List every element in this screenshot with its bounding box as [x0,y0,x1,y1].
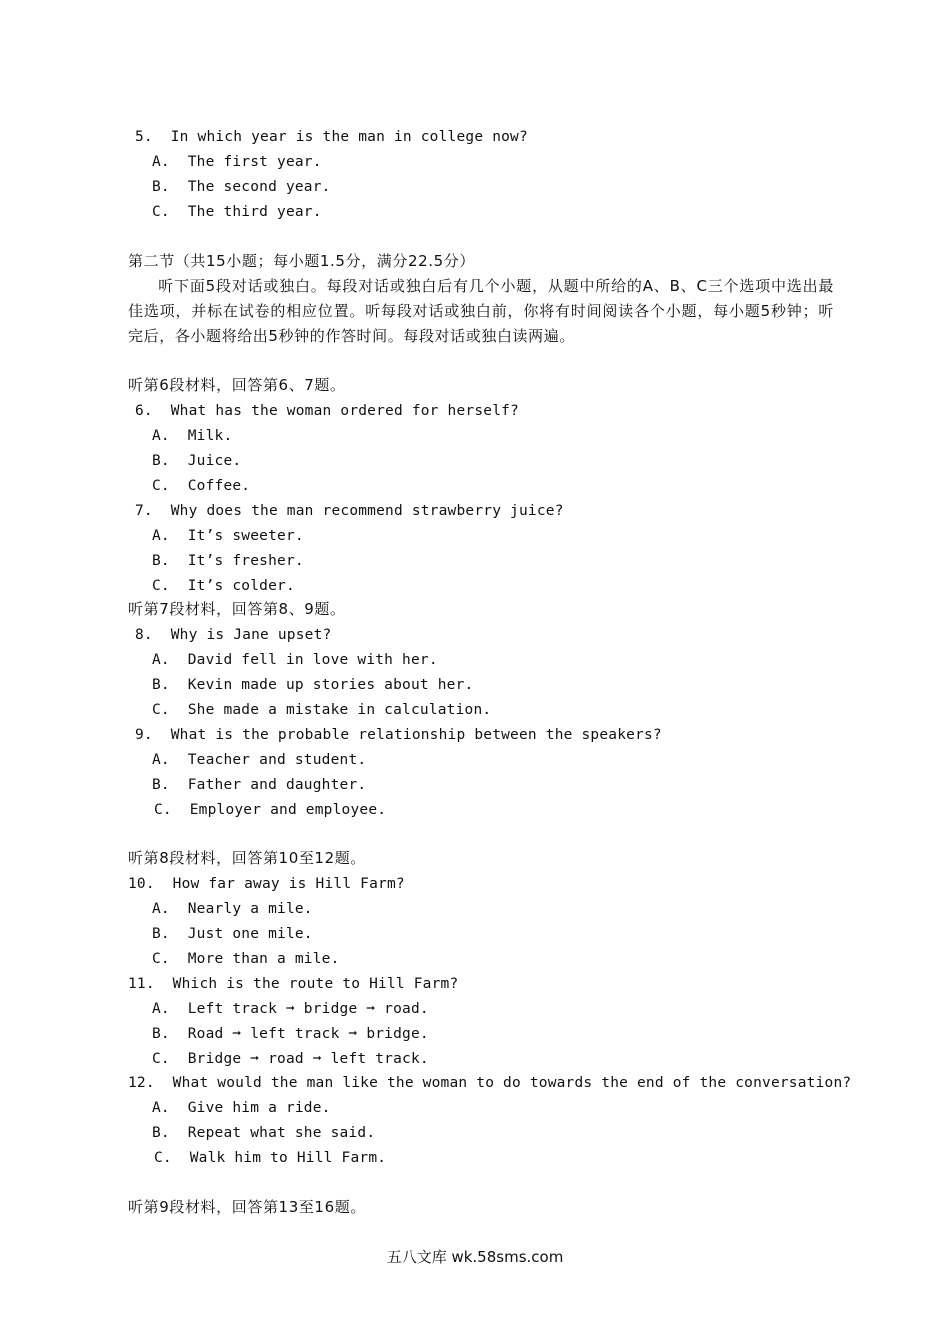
question-11-option-b: B. Road ➞ left track ➞ bridge. [152,1026,429,1042]
group-9-heading: 听第9段材料，回答第13至16题。 [128,1198,366,1216]
question-7-option-c: C. It’s colder. [152,578,295,594]
question-8-option-b: B. Kevin made up stories about her. [152,677,474,693]
question-12-stem: 12. What would the man like the woman to do towards the end of the conversation? [128,1075,852,1091]
section-2-instructions-text: 听下面5段对话或独白。每段对话或独白后有几个小题，从题中所给的A、B、C三个选项中选出最佳选项，并标在试卷的相应位置。听每段对话或独白前，你将有时间阅读各个小题，每小题5秒钟；听完后，各小题将给出5秒钟的作答时间。每段对话或独白读两遍。 [128,277,834,345]
question-5-option-c: C. The third year. [152,204,322,220]
question-11-option-a: A. Left track ➞ bridge ➞ road. [152,1001,429,1017]
question-6-option-c: C. Coffee. [152,478,251,494]
group-6-heading: 听第6段材料，回答第6、7题。 [128,376,346,394]
question-9-option-b: B. Father and daughter. [152,777,367,793]
question-11-stem: 11. Which is the route to Hill Farm? [128,976,459,992]
question-12-option-b: B. Repeat what she said. [152,1125,376,1141]
question-10-option-b: B. Just one mile. [152,926,313,942]
question-12-option-a: A. Give him a ride. [152,1100,331,1116]
question-9-option-a: A. Teacher and student. [152,752,367,768]
question-11-option-c: C. Bridge ➞ road ➞ left track. [152,1051,429,1067]
question-7-option-b: B. It’s fresher. [152,553,304,569]
question-7-option-a: A. It’s sweeter. [152,528,304,544]
section-2-instructions [128,274,834,349]
question-6-option-b: B. Juice. [152,453,242,469]
question-7-stem: 7. Why does the man recommend strawberry juice? [135,503,564,519]
question-10-stem: 10. How far away is Hill Farm? [128,876,405,892]
footer-watermark: 五八文库 wk.58sms.com [386,1248,564,1266]
question-5-option-b: B. The second year. [152,179,331,195]
question-12-option-c: C. Walk him to Hill Farm. [154,1150,387,1166]
question-10-option-a: A. Nearly a mile. [152,901,313,917]
section-2-heading: 第二节（共15小题；每小题1.5分，满分22.5分） [128,252,475,270]
question-9-stem: 9. What is the probable relationship between the speakers? [135,727,662,743]
question-8-option-a: A. David fell in love with her. [152,652,438,668]
question-6-option-a: A. Milk. [152,428,233,444]
group-8-heading: 听第8段材料，回答第10至12题。 [128,849,366,867]
question-8-stem: 8. Why is Jane upset? [135,627,332,643]
question-10-option-c: C. More than a mile. [152,951,340,967]
question-5-option-a: A. The first year. [152,154,322,170]
question-9-option-c: C. Employer and employee. [154,802,387,818]
group-7-heading: 听第7段材料，回答第8、9题。 [128,600,346,618]
question-6-stem: 6. What has the woman ordered for herself? [135,403,519,419]
question-8-option-c: C. She made a mistake in calculation. [152,702,492,718]
question-5-stem: 5. In which year is the man in college now? [135,129,528,145]
